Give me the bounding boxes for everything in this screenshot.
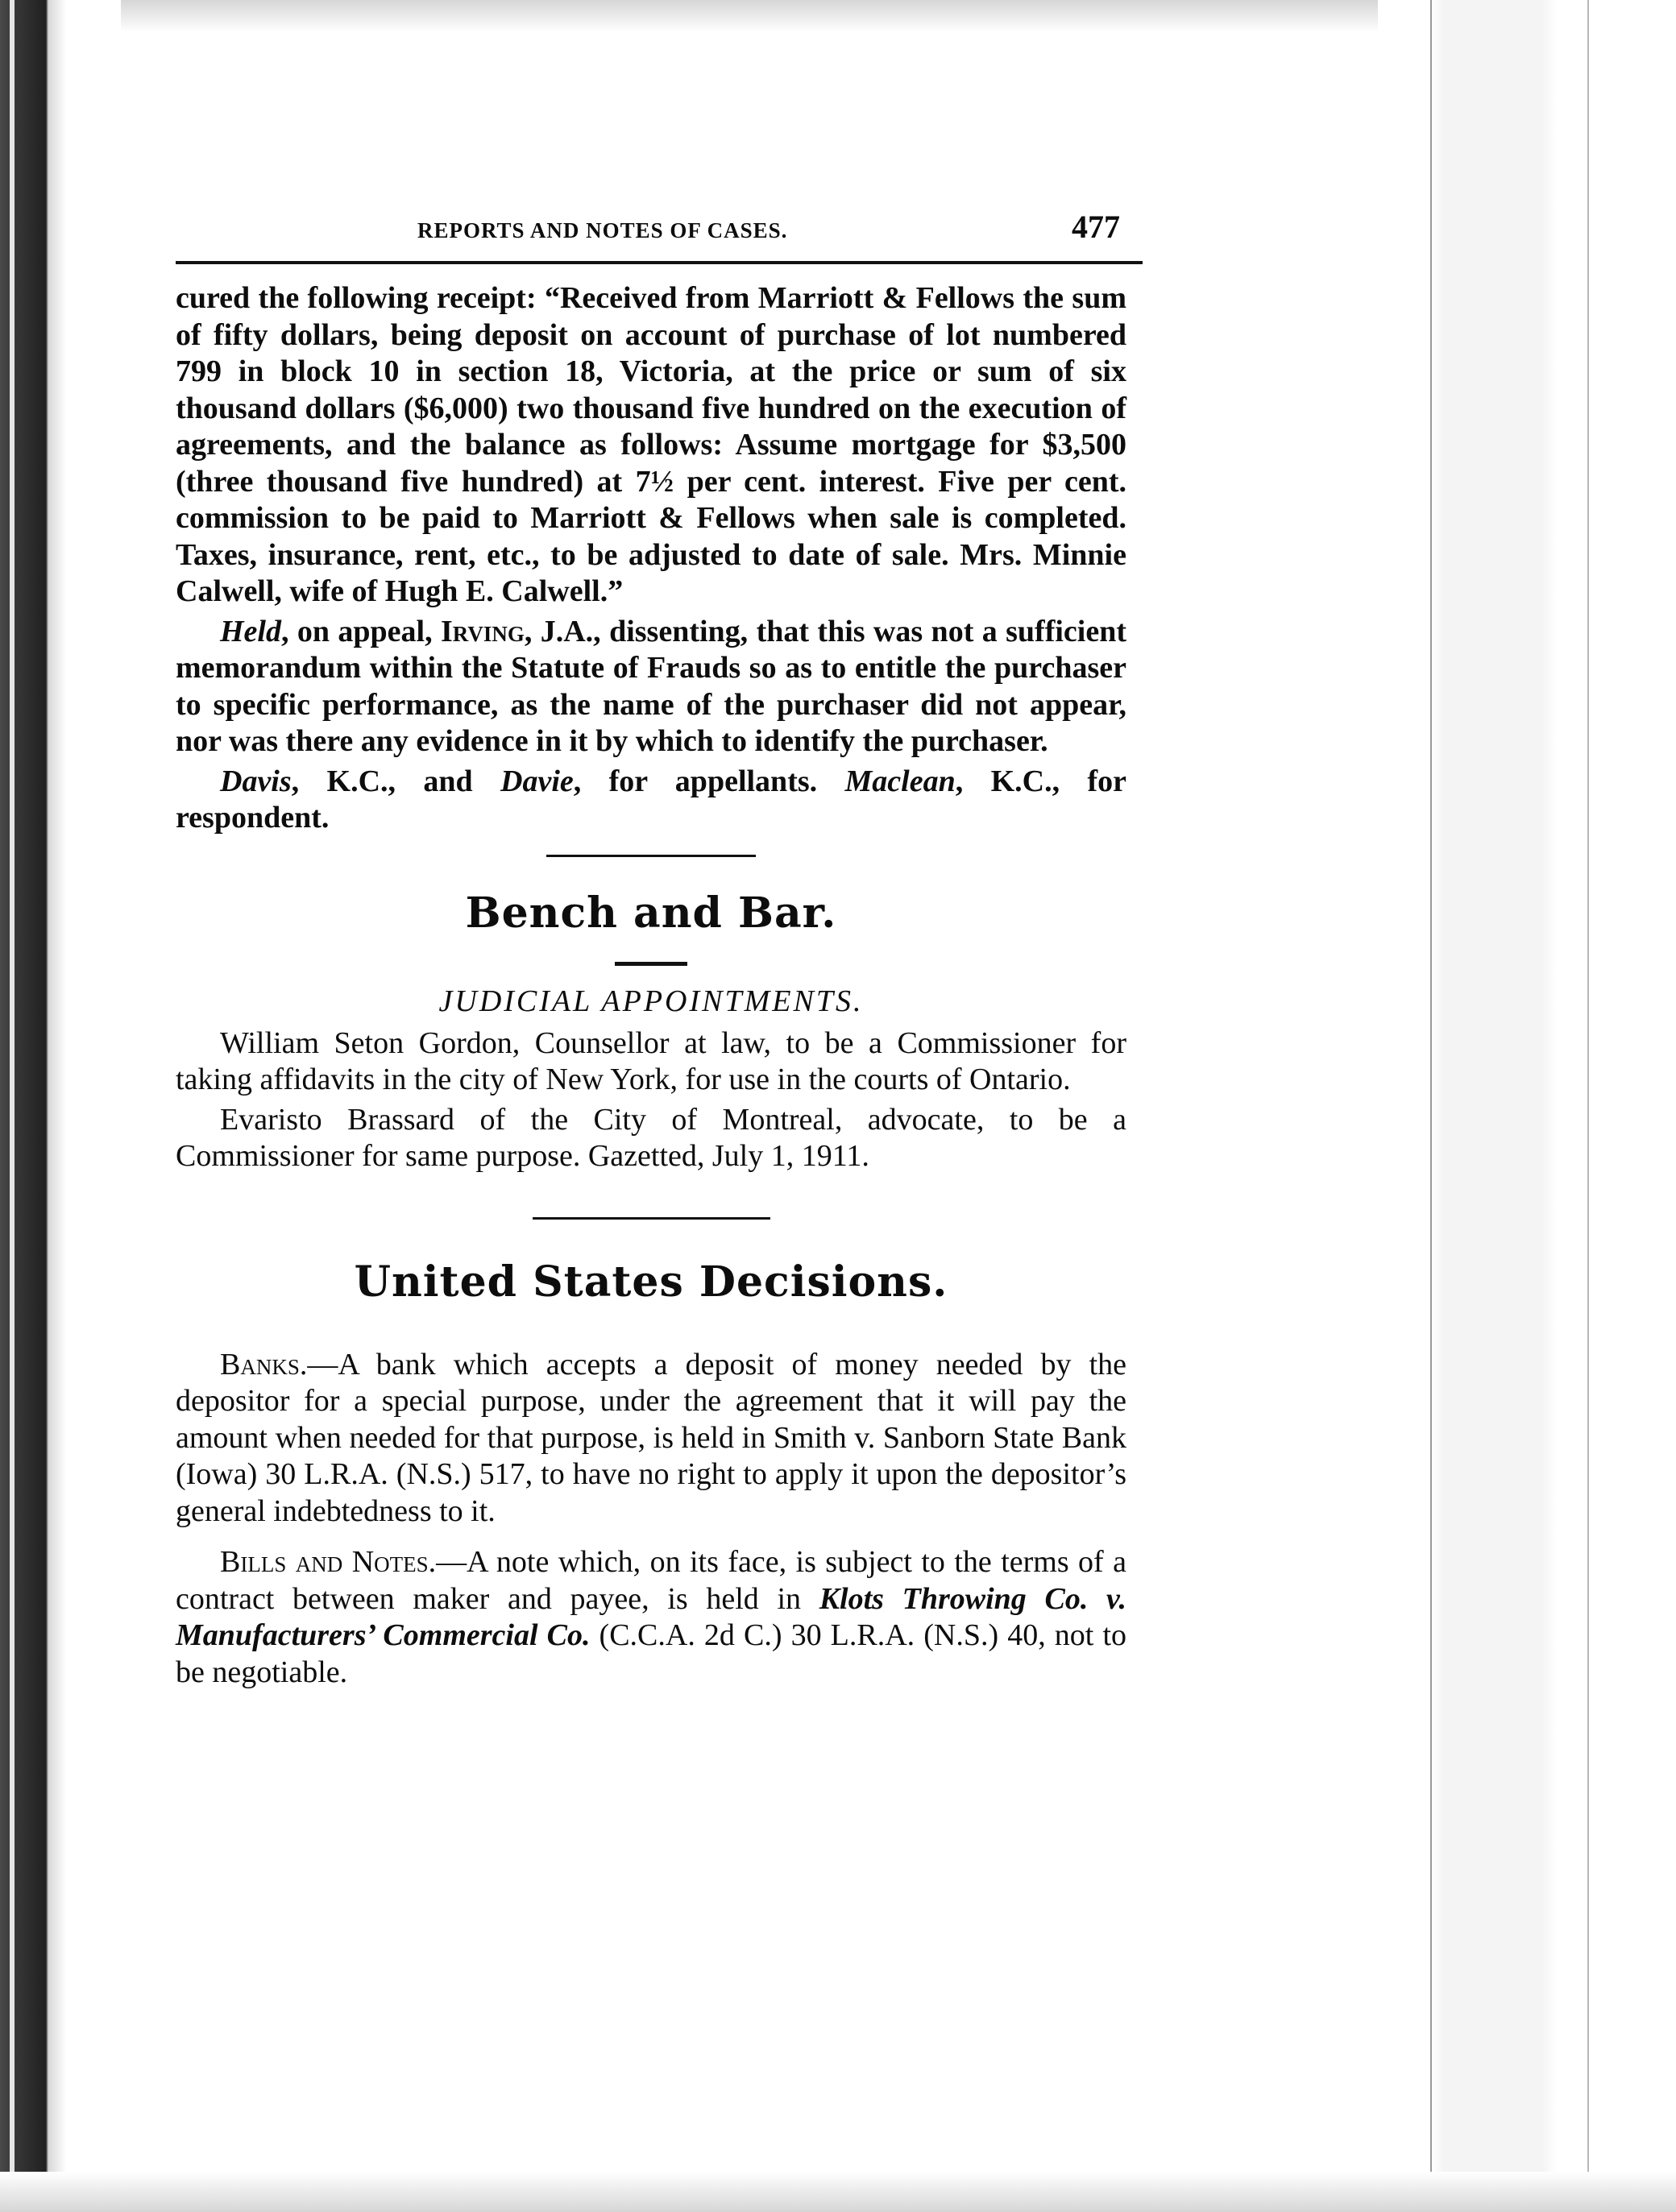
scan-bottom-edge — [0, 2172, 1676, 2212]
banks-paragraph — [176, 1347, 1126, 1531]
section-divider — [546, 855, 756, 857]
bench-and-bar-heading: Bench and Bar. — [465, 888, 837, 938]
counsel-3-name: Maclean — [844, 764, 956, 798]
book-page — [176, 208, 1126, 1691]
banks-label: Banks. — [220, 1347, 308, 1381]
counsel-3-text: , K.C., for respondent. — [176, 764, 1126, 835]
page-number: 477 — [1072, 209, 1120, 245]
judicial-appointments-subheading: JUDICIAL APPOINTMENTS. — [438, 984, 864, 1018]
receipt-paragraph: cured the following receipt: “Received from Marriott & Fellows the sum of fifty dollars, being deposit on account of purchase of lot numbered 799 in block 10 in section 18, Victoria, at the price or sum of six thousand dollars ($6,000) two thousand five hundred on the execution of agreements, and the balance as follows: Assume mortgage for $3,500 (three thousand five hundred) at 7½ per cent. interest. Five per cent. commission to be paid to Marriott & Fellows when sale is completed. Taxes, insurance, rent, etc., to be adjusted to date of sale. Mrs. Minnie Calwell, wife of Hugh E. Calwell.” — [176, 281, 1126, 608]
held-judge: Irving — [441, 614, 525, 648]
held-text: , J.A., dissenting, that this was not a sufficient memorandum within the Statute of Frauds so as to entitle the purchaser to specific performance, as the name of the purchaser did not appear, nor was there any evidence in it by which to identify the purchaser. — [176, 614, 1126, 758]
appointments — [176, 1025, 1126, 1175]
held-mid-text: , on appeal, — [280, 614, 441, 648]
counsel-1-text: , K.C., and — [291, 764, 501, 798]
running-header — [176, 208, 1143, 264]
running-title: REPORTS AND NOTES OF CASES. — [417, 218, 788, 242]
bills-label: Bills and Notes. — [220, 1545, 437, 1579]
us-decisions — [176, 1347, 1126, 1692]
heading-divider — [615, 962, 687, 966]
bills-paragraph — [176, 1544, 1126, 1691]
counsel-2-text: , for appellants. — [573, 764, 845, 798]
bills-text-1: —A note which, on its face, is subject to the terms of a contract between maker and payee, is held in — [176, 1545, 1126, 1616]
scan-right-gutter — [1378, 0, 1676, 2212]
counsel-1-name: Davis — [220, 764, 292, 798]
held-label: Held — [220, 614, 281, 648]
scan-left-binding-edge — [0, 0, 121, 2212]
section-divider — [533, 1217, 770, 1220]
united-states-decisions-heading: United States Decisions. — [354, 1257, 948, 1307]
bills-case-name: Klots Throwing Co. v. Manufacturers’ Commercial Co. — [176, 1581, 1126, 1652]
appointment-paragraph: Evaristo Brassard of the City of Montreal, advocate, to be a Commissioner for same purpose. Gazetted, July 1, 1911. — [176, 1102, 1126, 1173]
bills-text-2: (C.C.A. 2d C.) 30 L.R.A. (N.S.) 40, not to be negotiable. — [176, 1618, 1126, 1689]
held-paragraph — [176, 614, 1126, 760]
appointment-paragraph: William Seton Gordon, Counsellor at law, to be a Commissioner for taking affidavits in the city of New York, for use in the courts of Ontario. — [176, 1025, 1126, 1096]
banks-text: —A bank which accepts a deposit of money needed by the depositor for a special purpose, under the agreement that it will pay the amount when needed for that purpose, is held in Smith v. Sanborn State Bank (Iowa) 30 L.R.A. (N.S.) 517, to have no right to apply it upon the depositor’s general indebtedness to it. — [176, 1347, 1126, 1528]
counsel-2-name: Davie — [500, 764, 574, 798]
counsel-paragraph — [176, 764, 1126, 837]
case-report — [176, 280, 1126, 837]
